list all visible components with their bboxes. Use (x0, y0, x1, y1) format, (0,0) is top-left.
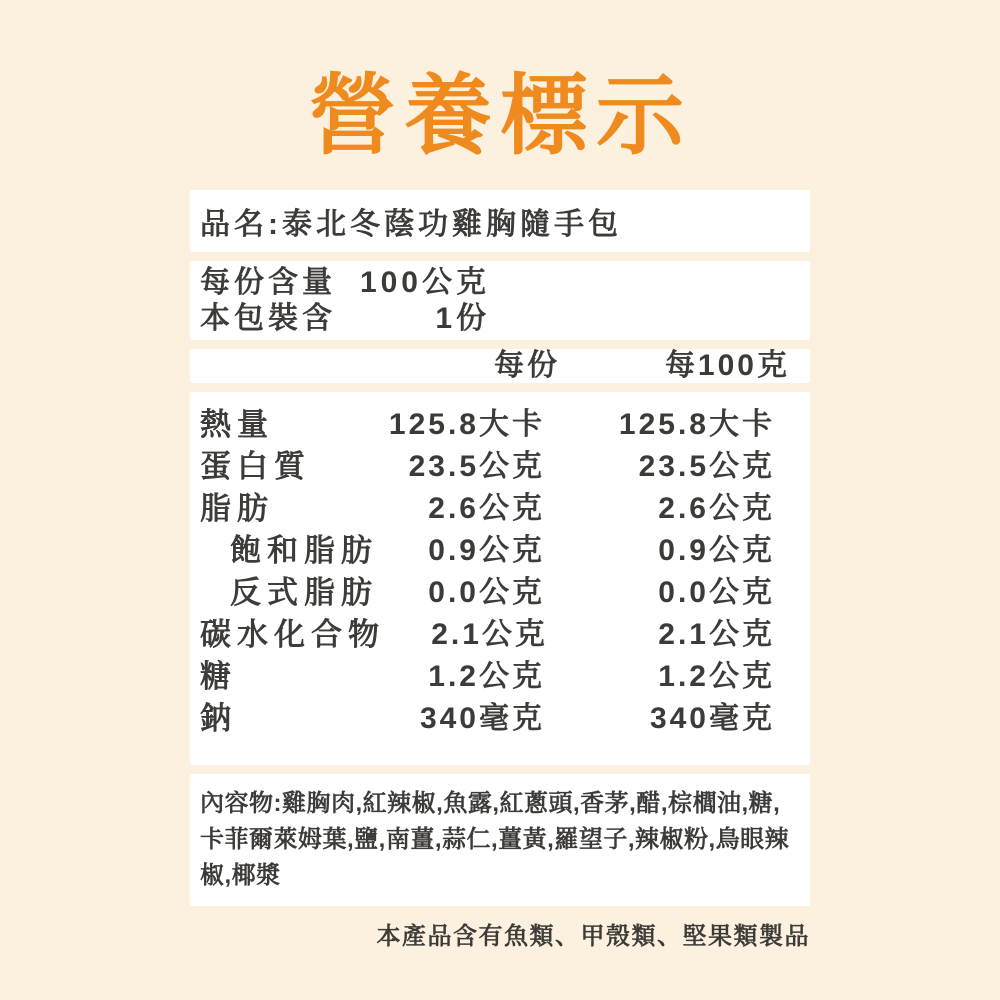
serving-size-value: 100公克 (359, 265, 490, 299)
nutrition-row-saturated-fat (200, 530, 775, 572)
nutrition-row-carbohydrate (200, 614, 775, 656)
servings-per-package-value: 1份 (435, 301, 490, 335)
nutrition-row-trans-fat (200, 572, 775, 614)
page-title: 營養標示 (307, 66, 692, 165)
serving-info-section (190, 261, 810, 340)
per-100g-value: 0.0公克 (658, 576, 775, 609)
per-100g-value: 0.9公克 (658, 534, 775, 567)
per-100g-value: 2.1公克 (658, 618, 775, 651)
nutrition-row-fat (200, 488, 775, 530)
nutrition-row-calories (200, 404, 775, 446)
nutrition-table-section (190, 392, 810, 765)
table-header-section (190, 349, 810, 383)
serving-size-label: 每份含量 (200, 265, 336, 299)
product-name-text: 品名:泰北冬蔭功雞胸隨手包 (200, 208, 622, 241)
per-100g-value: 1.2公克 (658, 660, 775, 693)
product-name-section (190, 190, 810, 252)
per-serving-value: 340毫克 (419, 702, 545, 735)
per-100g-value: 23.5公克 (638, 450, 775, 483)
per-100g-value: 340毫克 (649, 702, 775, 735)
nutrient-label: 蛋白質 (200, 449, 311, 484)
per-serving-value: 2.1公克 (431, 618, 548, 651)
nutrient-label: 碳水化合物 (200, 617, 385, 652)
nutrition-row-sodium (200, 698, 775, 740)
allergen-note: 本產品含有魚類、甲殼類、堅果類製品 (376, 923, 810, 950)
nutrient-label: 反式脂肪 (230, 575, 378, 610)
per-serving-value: 1.2公克 (428, 660, 545, 693)
nutrition-row-protein (200, 446, 775, 488)
nutrient-label: 熱量 (200, 407, 274, 442)
per-serving-value: 125.8大卡 (388, 408, 545, 441)
per-serving-column-header: 每份 (494, 349, 560, 382)
ingredients-text: 內容物:雞胸肉,紅辣椒,魚露,紅蔥頭,香茅,醋,棕櫚油,糖,卡菲爾萊姆葉,鹽,南薑,蒜仁,薑黃,羅望子,辣椒粉,鳥眼辣椒,椰漿 (200, 790, 790, 889)
per-serving-value: 0.9公克 (428, 534, 545, 567)
per-100g-value: 125.8大卡 (618, 408, 775, 441)
nutrient-label: 糖 (200, 659, 237, 694)
nutrient-label: 飽和脂肪 (230, 533, 378, 568)
nutrient-label: 鈉 (200, 701, 237, 736)
per-serving-value: 2.6公克 (428, 492, 545, 525)
nutrition-card (190, 190, 810, 906)
per-serving-value: 23.5公克 (408, 450, 545, 483)
ingredients-section (190, 774, 810, 906)
per-serving-value: 0.0公克 (428, 576, 545, 609)
nutrition-row-sugar (200, 656, 775, 698)
servings-per-package-label: 本包裝含 (200, 301, 336, 335)
servings-per-package-row (200, 301, 800, 337)
nutrient-label: 脂肪 (200, 491, 274, 526)
per-100g-value: 2.6公克 (658, 492, 775, 525)
serving-size-row (200, 265, 800, 301)
per-100g-column-header: 每100克 (664, 349, 790, 382)
